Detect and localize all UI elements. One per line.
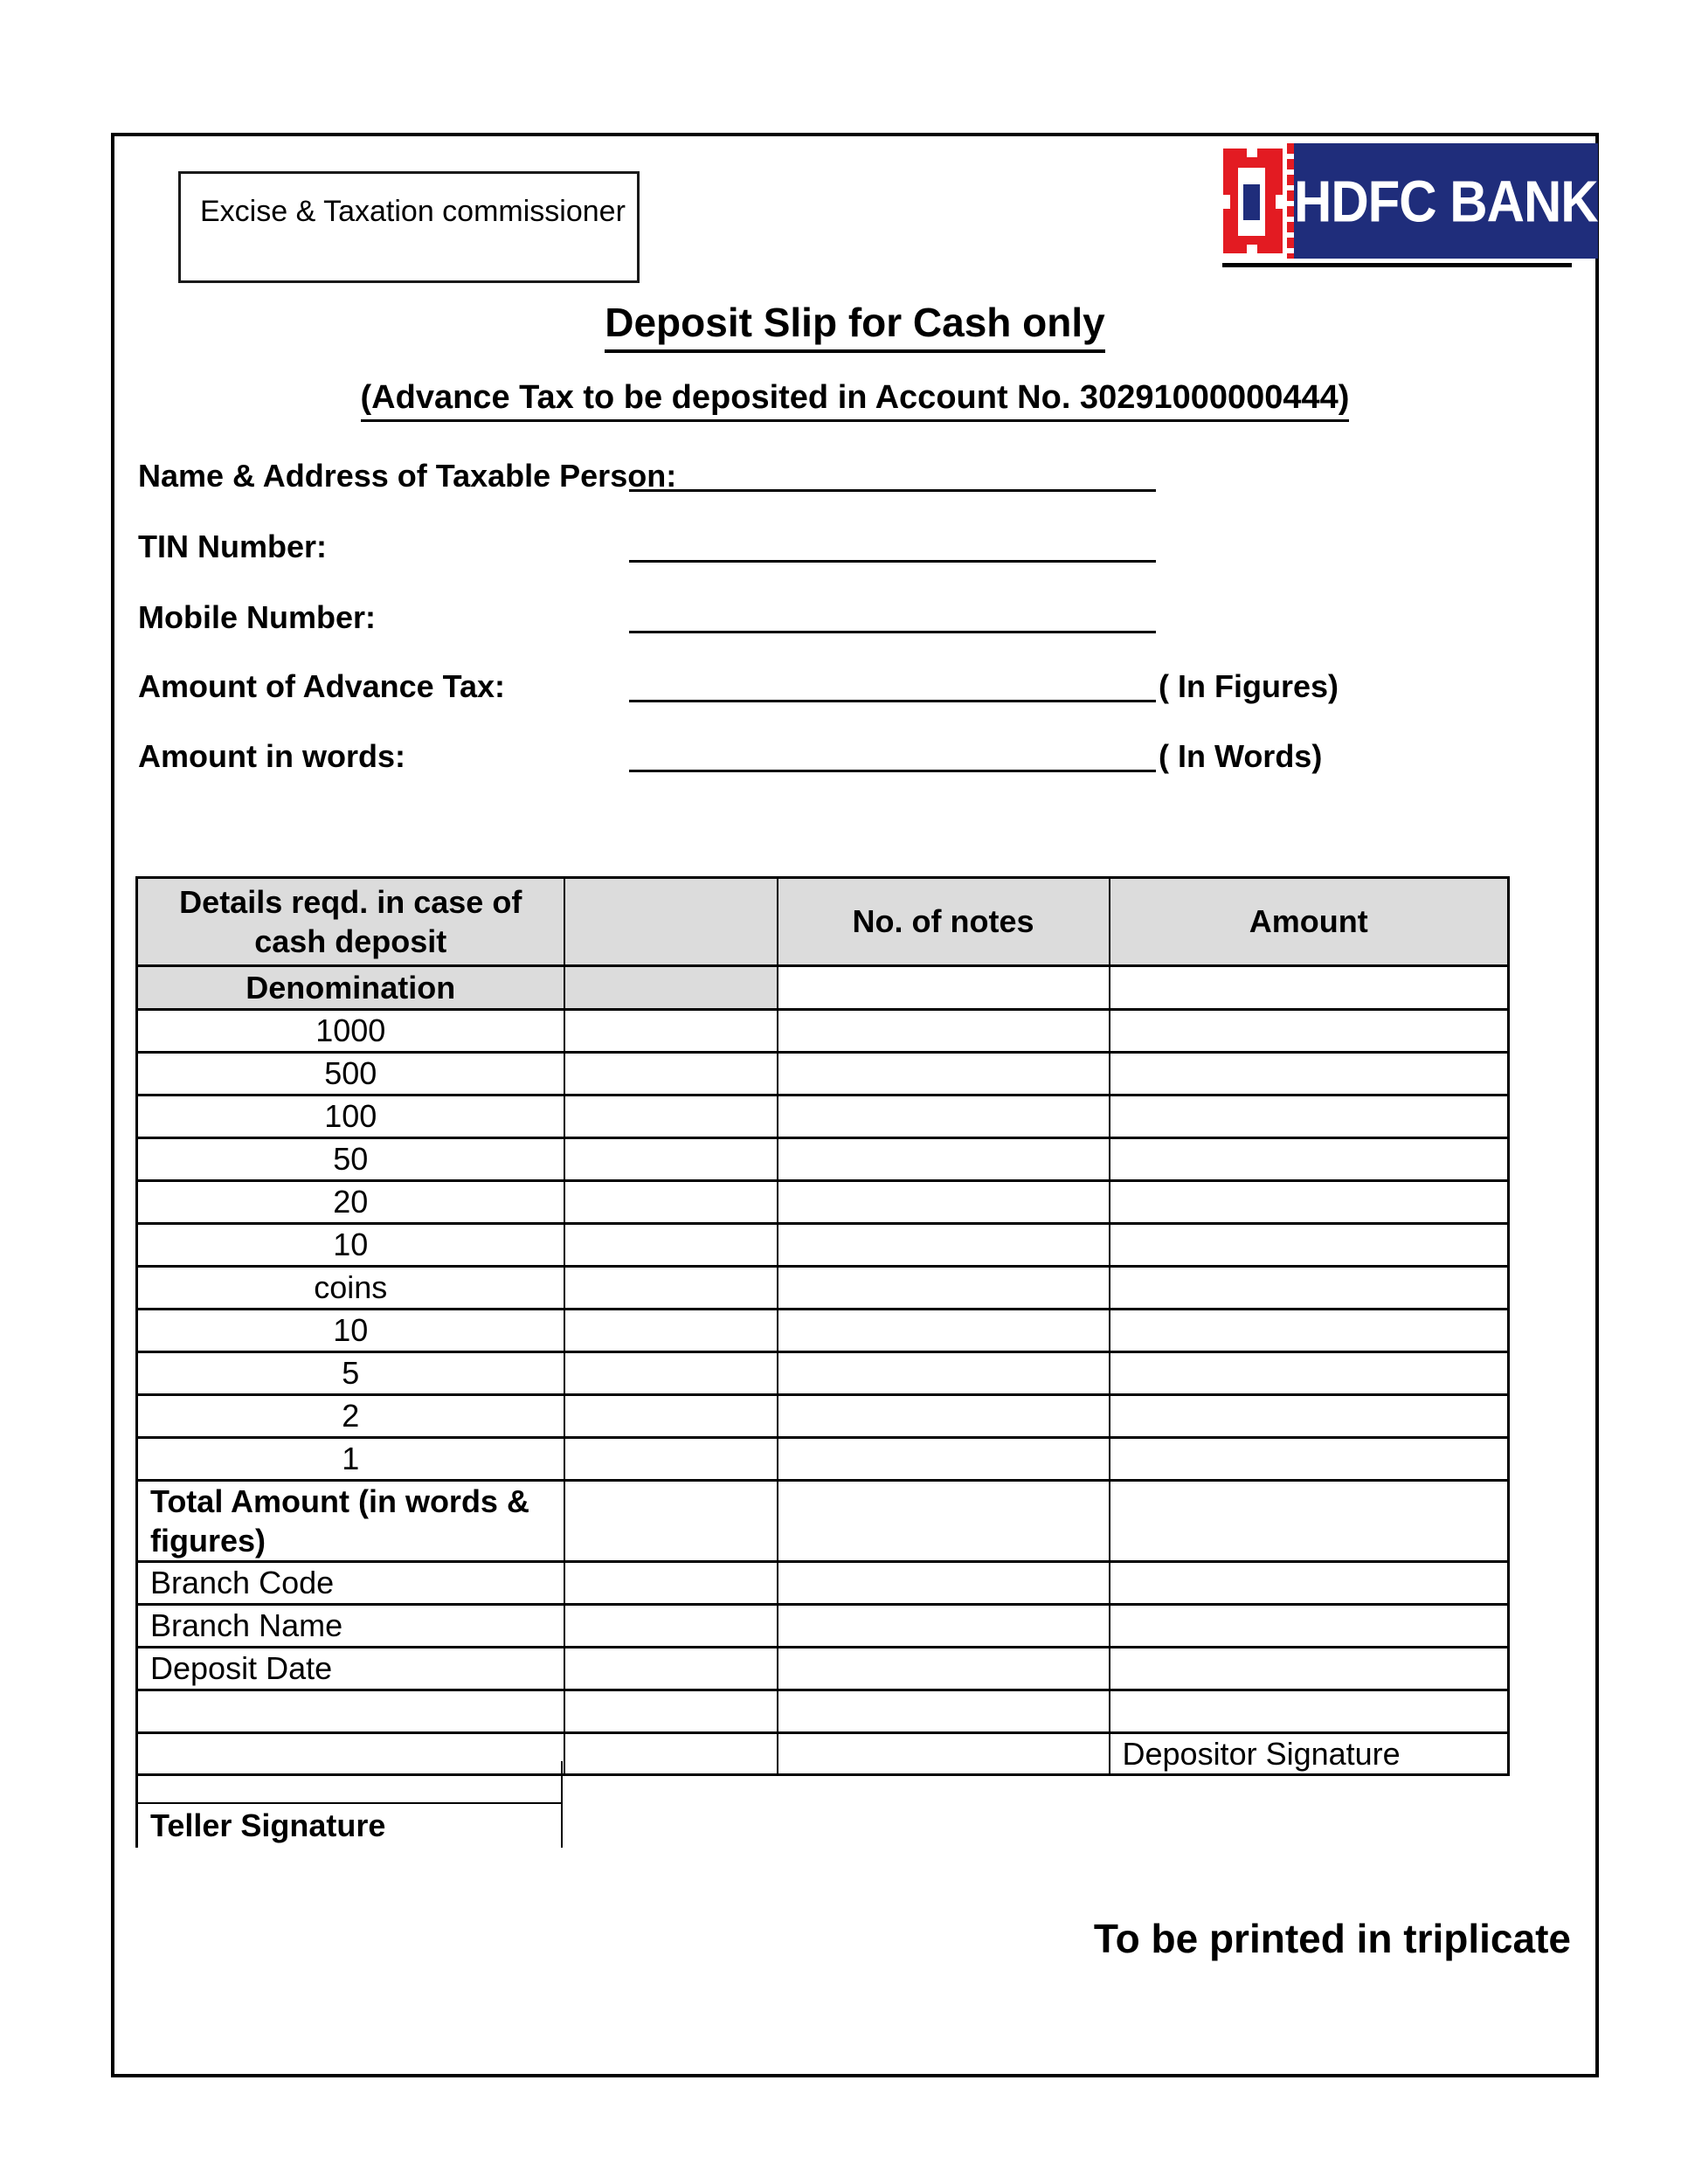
fill-line[interactable]: [629, 534, 1156, 563]
header-blank: [564, 878, 778, 966]
field-label: TIN Number:: [138, 529, 327, 564]
fill-cell[interactable]: [1110, 1095, 1509, 1138]
branch-code-label: Branch Code: [137, 1562, 564, 1605]
fill-cell[interactable]: [778, 1648, 1110, 1690]
teller-signature-label: Teller Signature: [150, 1807, 386, 1843]
denomination-value: 5: [137, 1352, 564, 1395]
fill-cell[interactable]: [778, 1095, 1110, 1138]
denomination-value: coins: [137, 1267, 564, 1310]
denomination-value: 2: [137, 1395, 564, 1438]
denomination-row: [137, 1395, 1509, 1438]
fill-cell[interactable]: [1110, 1181, 1509, 1224]
document-subtitle: (Advance Tax to be deposited in Account No. 30291000000444): [361, 379, 1350, 422]
teller-signature-cell: [135, 1804, 563, 1848]
fill-cell[interactable]: [564, 1138, 778, 1181]
fill-cell[interactable]: [564, 1395, 778, 1438]
fill-cell[interactable]: [564, 1481, 778, 1562]
fill-cell[interactable]: [778, 1010, 1110, 1053]
logo-underline: [1222, 263, 1572, 267]
fill-cell[interactable]: [1110, 1310, 1509, 1352]
fill-cell[interactable]: [778, 1481, 1110, 1562]
fill-cell[interactable]: [1110, 1690, 1509, 1733]
denomination-row: [137, 1310, 1509, 1352]
denomination-row: [137, 1095, 1509, 1138]
header-amount: Amount: [1110, 878, 1509, 966]
fill-cell[interactable]: [564, 1605, 778, 1648]
fill-cell[interactable]: [1110, 1138, 1509, 1181]
denomination-value: 1: [137, 1438, 564, 1481]
fill-cell[interactable]: [1110, 1267, 1509, 1310]
fill-cell[interactable]: [1110, 1481, 1509, 1562]
total-amount-label: Total Amount (in words & figures): [137, 1481, 564, 1562]
field-label: Amount of Advance Tax:: [138, 668, 506, 704]
logo-wordmark: [1294, 143, 1598, 259]
empty-row: [137, 1690, 1509, 1733]
fill-cell[interactable]: [564, 966, 778, 1010]
denomination-row: [137, 1438, 1509, 1481]
header-no-of-notes: No. of notes: [778, 878, 1110, 966]
fill-cell[interactable]: [564, 1224, 778, 1267]
bank-name-text: HDFC BANK: [1294, 168, 1598, 234]
header-details: Details reqd. in case of cash deposit: [137, 878, 564, 966]
denomination-value: 10: [137, 1310, 564, 1352]
denomination-value: 100: [137, 1095, 564, 1138]
fill-cell[interactable]: [778, 1181, 1110, 1224]
fill-cell[interactable]: [778, 1690, 1110, 1733]
fill-cell[interactable]: [778, 1053, 1110, 1095]
fill-cell[interactable]: [137, 1690, 564, 1733]
issuer-box: [178, 171, 640, 283]
denomination-value: 50: [137, 1138, 564, 1181]
fill-cell[interactable]: [778, 1352, 1110, 1395]
denomination-value: 10: [137, 1224, 564, 1267]
fill-cell[interactable]: [1110, 1562, 1509, 1605]
document-title-row: [111, 299, 1599, 353]
fill-cell[interactable]: [778, 1605, 1110, 1648]
hdfc-bank-logo: [1221, 143, 1598, 259]
fill-cell[interactable]: [564, 1562, 778, 1605]
fill-cell[interactable]: [778, 1733, 1110, 1775]
fill-line[interactable]: [629, 674, 1156, 702]
field-suffix: ( In Figures): [1159, 668, 1339, 704]
fill-cell[interactable]: [778, 966, 1110, 1010]
field-row-advance-tax: [0, 668, 1688, 721]
logo-dash-strip: [1287, 143, 1294, 259]
footnote: [111, 1915, 1599, 1962]
fill-cell[interactable]: [564, 1690, 778, 1733]
fill-cell[interactable]: [564, 1648, 778, 1690]
denomination-row: [137, 1224, 1509, 1267]
denomination-row: [137, 1053, 1509, 1095]
teller-signature-area[interactable]: [135, 1761, 563, 1804]
fill-cell[interactable]: [1110, 966, 1509, 1010]
branch-code-row: [137, 1562, 1509, 1605]
fill-cell[interactable]: [778, 1224, 1110, 1267]
fill-line[interactable]: [629, 743, 1156, 772]
field-label: Mobile Number:: [138, 599, 377, 635]
fill-cell[interactable]: [1110, 1352, 1509, 1395]
field-label: Name & Address of Taxable Person:: [138, 458, 677, 494]
field-row-name-address: [0, 458, 1688, 510]
hdfc-emblem-icon: [1221, 143, 1287, 259]
fill-cell[interactable]: [1110, 1053, 1509, 1095]
denomination-row: [137, 1138, 1509, 1181]
fill-cell[interactable]: [1110, 1648, 1509, 1690]
depositor-signature-label: Depositor Signature: [1110, 1733, 1509, 1775]
fill-cell[interactable]: [778, 1395, 1110, 1438]
deposit-date-row: [137, 1648, 1509, 1690]
fill-cell[interactable]: [564, 1352, 778, 1395]
document-title: Deposit Slip for Cash only: [605, 299, 1105, 353]
fill-cell[interactable]: [1110, 1010, 1509, 1053]
fill-cell[interactable]: [564, 1267, 778, 1310]
denomination-row: [137, 1010, 1509, 1053]
field-row-mobile: [0, 599, 1688, 652]
fill-cell[interactable]: [778, 1138, 1110, 1181]
deposit-date-label: Deposit Date: [137, 1648, 564, 1690]
denomination-row: [137, 1352, 1509, 1395]
fill-cell[interactable]: [564, 1733, 778, 1775]
fill-cell[interactable]: [1110, 1224, 1509, 1267]
branch-name-label: Branch Name: [137, 1605, 564, 1648]
denomination-value: 20: [137, 1181, 564, 1224]
fill-cell[interactable]: [1110, 1438, 1509, 1481]
denomination-value: 500: [137, 1053, 564, 1095]
document-subtitle-row: [111, 379, 1599, 422]
denomination-row: [137, 1181, 1509, 1224]
field-suffix: ( In Words): [1159, 738, 1323, 774]
cash-deposit-table: [135, 876, 1510, 1776]
issuer-box-label: Excise & Taxation commissioner: [200, 195, 626, 228]
fill-cell[interactable]: [778, 1562, 1110, 1605]
fill-cell[interactable]: [778, 1267, 1110, 1310]
table-header-row: [137, 878, 1509, 966]
fill-cell[interactable]: [564, 1095, 778, 1138]
fill-line[interactable]: [629, 463, 1156, 492]
denomination-row: [137, 1267, 1509, 1310]
total-amount-row: [137, 1481, 1509, 1562]
fill-cell[interactable]: [564, 1010, 778, 1053]
denomination-subheader-row: [137, 966, 1509, 1010]
denomination-subheader: Denomination: [137, 966, 564, 1010]
fill-cell[interactable]: [778, 1310, 1110, 1352]
fill-line[interactable]: [629, 605, 1156, 633]
fill-cell[interactable]: [1110, 1395, 1509, 1438]
fill-cell[interactable]: [564, 1310, 778, 1352]
branch-name-row: [137, 1605, 1509, 1648]
fill-cell[interactable]: [564, 1053, 778, 1095]
denomination-value: 1000: [137, 1010, 564, 1053]
field-label: Amount in words:: [138, 738, 405, 774]
field-row-amount-words: [0, 738, 1688, 791]
footnote-text: To be printed in triplicate: [1093, 1916, 1571, 1961]
fill-cell[interactable]: [564, 1181, 778, 1224]
fill-cell[interactable]: [778, 1438, 1110, 1481]
field-row-tin: [0, 529, 1688, 581]
fill-cell[interactable]: [564, 1438, 778, 1481]
fill-cell[interactable]: [1110, 1605, 1509, 1648]
